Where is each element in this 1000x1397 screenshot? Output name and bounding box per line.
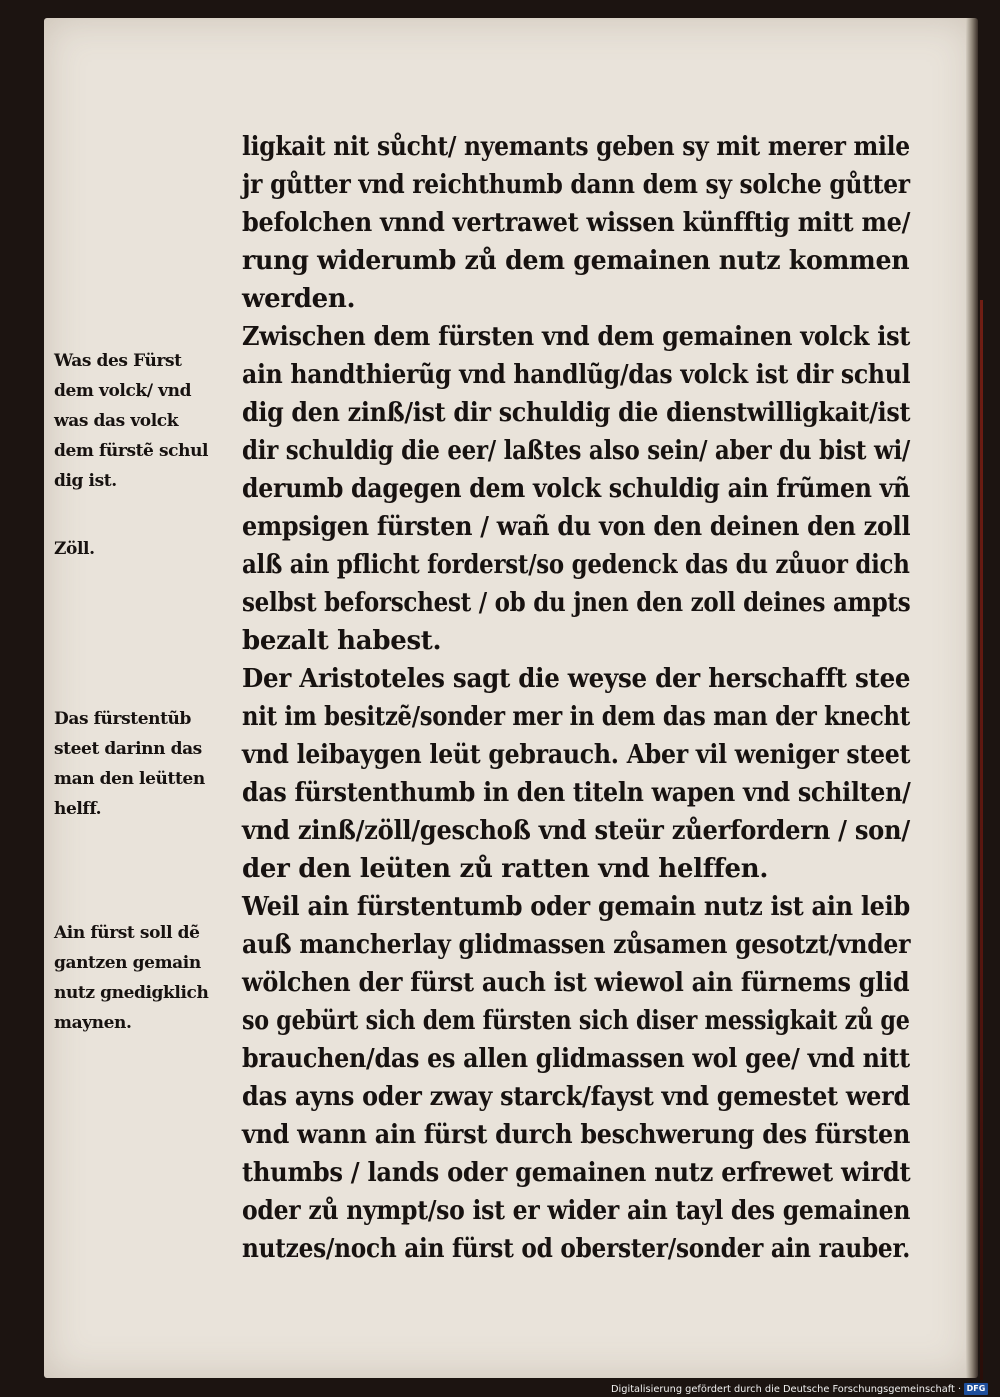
text-line: Weil ain fürstentumb oder gemain nutz ist ain leib	[242, 892, 911, 922]
text-line: das fürstenthumb in den titeln wapen vnd schilten/	[242, 778, 911, 808]
text-line: so gebürt sich dem fürsten sich diser messigkait zů ge	[242, 1006, 910, 1036]
text-line: der den leüten zů ratten vnd helffen.	[242, 854, 769, 884]
margin-note-line: maynen.	[54, 1013, 132, 1033]
binding-thread	[980, 300, 983, 1380]
text-line: oder zů nympt/so ist er wider ain tayl des gemainen	[242, 1196, 911, 1226]
text-line: alß ain pflicht forderst/so gedenck das du zůuor dich	[242, 550, 910, 580]
text-line: nit im besitzẽ/sonder mer in dem das man der knecht	[242, 702, 910, 732]
margin-note-line: Zöll.	[54, 539, 95, 559]
text-line: dig den zinß/ist dir schuldig die dienstwilligkait/ist	[242, 398, 911, 428]
text-line: nutzes/noch ain fürst od oberster/sonder ain rauber.	[242, 1234, 911, 1264]
text-line: rung widerumb zů dem gemainen nutz kommen	[242, 246, 910, 276]
text-line: dir schuldig die eer/ laßtes also sein/ aber du bist wi/	[242, 436, 911, 466]
text-line: Zwischen dem fürsten vnd dem gemainen volck ist	[242, 322, 911, 352]
text-line: ligkait nit sůcht/ nyemants geben sy mit merer mile	[242, 132, 910, 162]
text-line: das ayns oder zway starck/fayst vnd gemestet werd	[242, 1082, 910, 1112]
text-line: auß mancherlay glidmassen zůsamen gesotzt/vnder	[242, 930, 911, 960]
text-line: vnd zinß/zöll/geschoß vnd steür zůerfordern / son/	[242, 816, 910, 846]
text-line: selbst beforschest / ob du jnen den zoll deines ampts	[242, 588, 911, 618]
text-line: thumbs / lands oder gemainen nutz erfrewet wirdt	[242, 1158, 911, 1188]
text-line: jr gůtter vnd reichthumb dann dem sy solche gůtter	[242, 170, 910, 200]
text-line: empsigen fürsten / wañ du von den deinen den zoll	[242, 512, 911, 542]
text-line: ain handthierũg vnd handlũg/das volck ist dir schul	[242, 360, 911, 390]
funding-credit: Digitalisierung gefördert durch die Deutsche Forschungsgemeinschaft ·	[611, 1384, 962, 1395]
margin-note-line: dem volck/ vnd	[54, 381, 192, 401]
margin-note-line: dig ist.	[54, 471, 117, 491]
margin-note-line: Das fürstentũb	[54, 709, 191, 729]
text-line: bezalt habest.	[242, 626, 442, 656]
margin-note-line: steet darinn das	[54, 739, 202, 759]
text-line: befolchen vnnd vertrawet wissen künfftig mitt me/	[242, 208, 911, 238]
margin-note-line: helff.	[54, 799, 102, 819]
margin-note-line: gantzen gemain	[54, 953, 201, 973]
text-line: Der Aristoteles sagt die weyse der herschafft stee	[242, 664, 911, 694]
margin-note-line: Was des Fürst	[54, 351, 182, 371]
text-line: brauchen/das es allen glidmassen wol gee/ vnd nitt	[242, 1044, 910, 1074]
margin-note-line: was das volck	[54, 411, 179, 431]
text-line: werden.	[242, 284, 356, 314]
text-line: derumb dagegen dem volck schuldig ain frũmen vñ	[242, 474, 910, 504]
margin-note-line: dem fürstẽ schul	[54, 441, 209, 461]
dfg-logo-icon: DFG	[964, 1383, 988, 1395]
margin-note-line: nutz gnedigklich	[54, 983, 209, 1003]
margin-note-line: man den leütten	[54, 769, 205, 789]
text-line: vnd leibaygen leüt gebrauch. Aber vil weniger steet	[242, 740, 911, 770]
text-line: vnd wann ain fürst durch beschwerung des fürsten	[242, 1120, 911, 1150]
text-line: wölchen der fürst auch ist wiewol ain fürnems glid	[242, 968, 910, 998]
margin-note-line: Ain fürst soll dẽ	[54, 923, 200, 943]
